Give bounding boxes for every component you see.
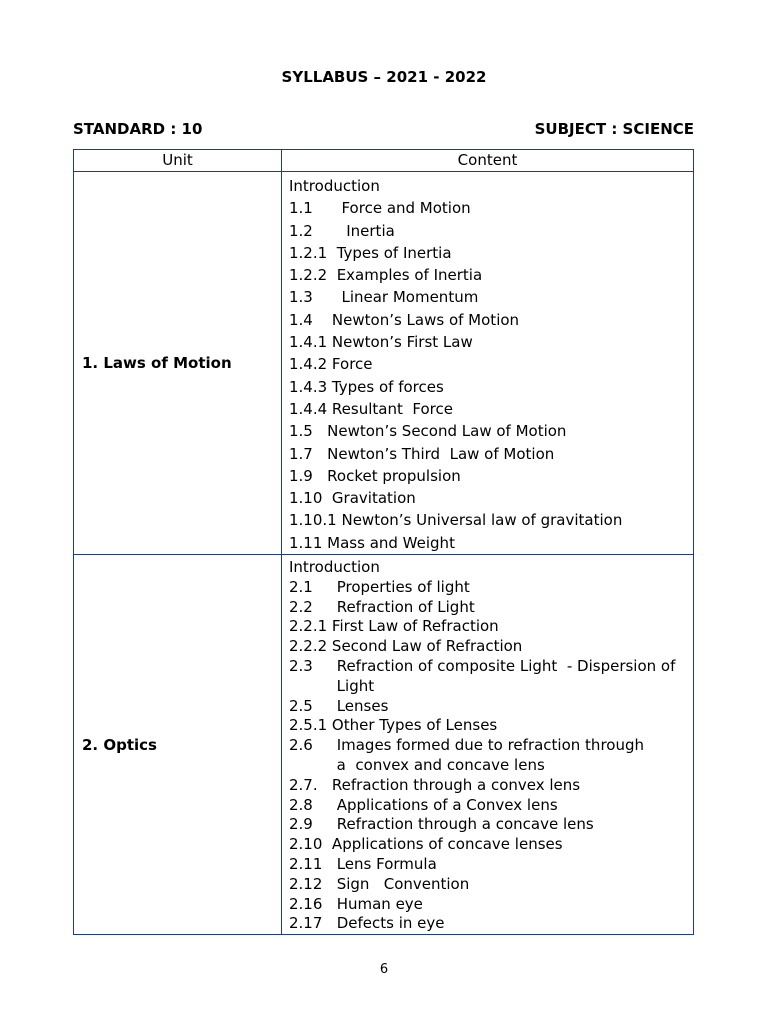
content-line: 2.12 Sign Convention (289, 874, 470, 893)
content-line: 1.4.4 Resultant Force (289, 399, 453, 418)
content-line: 1.4 Newton’s Laws of Motion (289, 310, 520, 329)
content-line: 1.10 Gravitation (289, 489, 416, 508)
content-line: 1.2.1 Types of Inertia (289, 243, 452, 262)
table-row (74, 555, 694, 935)
content-line: 2.10 Applications of concave lenses (289, 835, 563, 854)
content-line: 1.7 Newton’s Third Law of Motion (289, 444, 555, 463)
content-line: 2.5.1 Other Types of Lenses (289, 716, 498, 735)
content-line: 2.7. Refraction through a convex lens (289, 775, 581, 794)
content-line: 2.5 Lenses (289, 696, 389, 715)
content-line: 1.10.1 Newton’s Universal law of gravitation (289, 511, 623, 530)
content-line: 2.1 Properties of light (289, 577, 470, 596)
column-header-unit: Unit (74, 150, 282, 172)
page-title: SYLLABUS – 2021 - 2022 (281, 68, 487, 86)
standard-label: STANDARD : 10 (73, 120, 203, 138)
column-header-content: Content (282, 150, 694, 172)
content-line: 2.3 Refraction of composite Light - Dispersion of (289, 657, 676, 676)
content-line: 1.9 Rocket propulsion (289, 466, 461, 485)
content-line: 2.11 Lens Formula (289, 855, 437, 873)
content-line: 2.9 Refraction through a concave lens (289, 815, 594, 834)
content-line: 2.2.2 Second Law of Refraction (289, 637, 523, 656)
syllabus-table (73, 149, 694, 935)
content-line: 1.1 Force and Motion (289, 199, 471, 218)
content-line: 1.2.2 Examples of Inertia (289, 266, 483, 285)
page-number: 6 (379, 962, 389, 977)
content-cell (282, 555, 694, 935)
content-line: a convex and concave lens (289, 756, 545, 775)
unit-cell: 1. Laws of Motion (74, 172, 282, 555)
content-line: 1.4.3 Types of forces (289, 377, 444, 396)
content-line: 2.8 Applications of a Convex lens (289, 795, 558, 814)
content-line: 2.17 Defects in eye (289, 914, 445, 933)
content-line: 2.2.1 First Law of Refraction (289, 617, 499, 636)
content-line: 2.2 Refraction of Light (289, 597, 475, 616)
content-line: 2.6 Images formed due to refraction through (289, 736, 644, 755)
table-header-row (74, 150, 694, 172)
unit-cell: 2. Optics (74, 555, 282, 935)
content-line: 1.11 Mass and Weight (289, 533, 455, 552)
content-line: Introduction (289, 177, 380, 195)
content-line: 1.4.2 Force (289, 355, 373, 374)
content-line: Introduction (289, 558, 380, 577)
table-row (74, 172, 694, 555)
content-line: 1.4.1 Newton’s First Law (289, 333, 473, 352)
content-cell (282, 172, 694, 555)
content-line: 1.2 Inertia (289, 221, 395, 240)
content-line: 1.3 Linear Momentum (289, 288, 479, 307)
content-line: 2.16 Human eye (289, 894, 423, 913)
content-line: 1.5 Newton’s Second Law of Motion (289, 422, 567, 441)
content-line: Light (289, 676, 375, 695)
subject-label: SUBJECT : SCIENCE (534, 120, 694, 138)
